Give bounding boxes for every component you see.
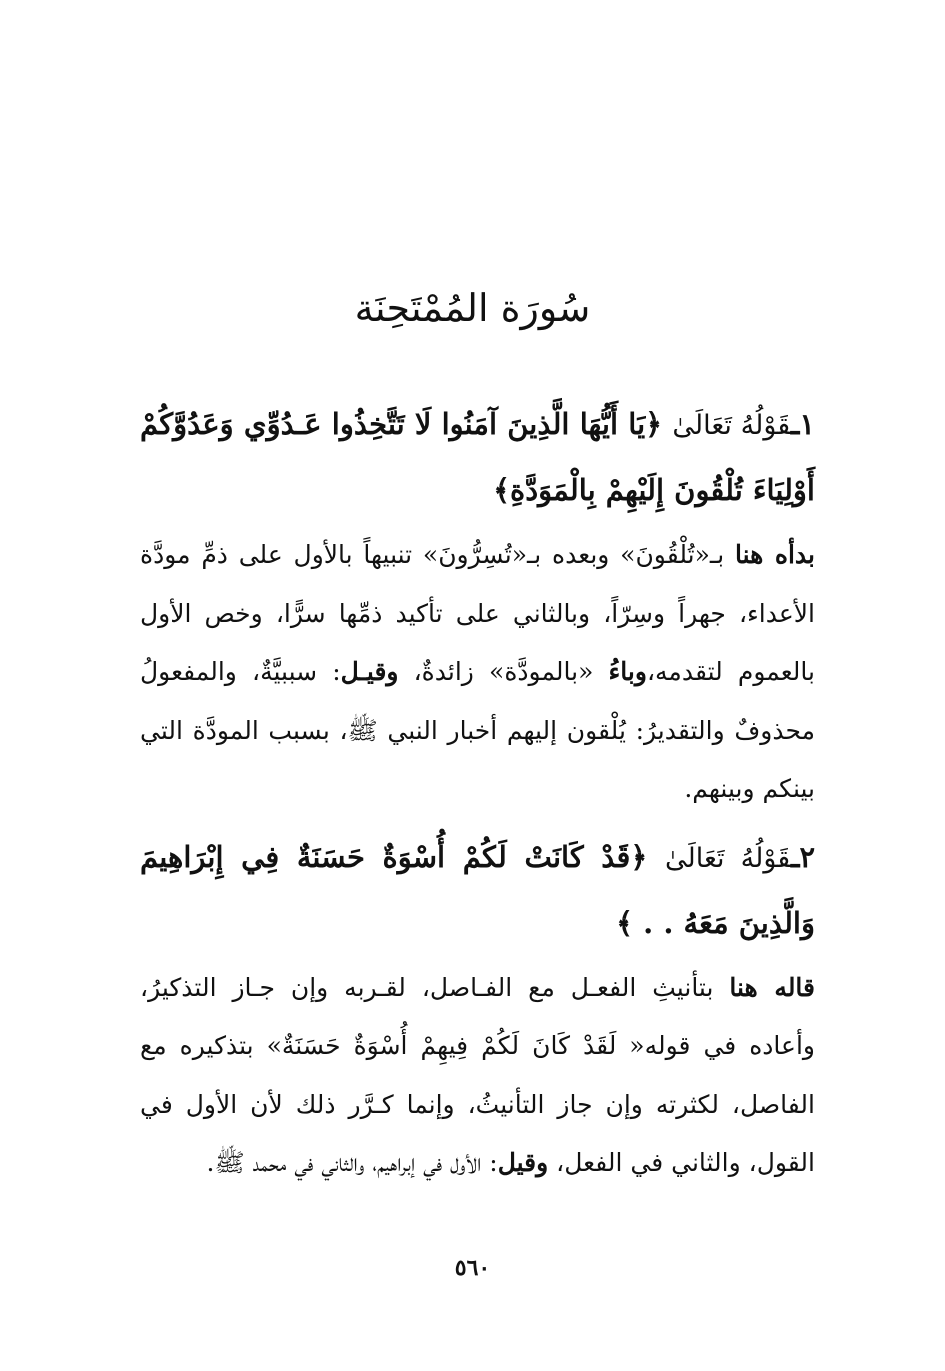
surah-title: سُورَة المُمْتَحِنَة — [354, 286, 591, 330]
commentary-keyword: وقيـل — [340, 657, 399, 686]
verse-1 — [140, 392, 815, 522]
commentary-text: بـ«تُلْقُونَ» وبعده بـ«تُسِرُّونَ» تنبيهاً بالأول على ذمِّ مودَّة الأعداء، جهراً وسِرّاً، وبالثاني على تأكيد ذمِّها سرًّا، وخص الأول بالعموم لتقدمه، — [140, 540, 815, 686]
verse-intro: قَوْلُهُ تَعَالَىٰ — [665, 842, 791, 874]
commentary-text: : الأول في إبراهيم، والثاني في محمد ﷺ. — [206, 1148, 498, 1177]
verse-text: ﴿قَدْ كَانَتْ لَكُمْ أُسْوَةٌ حَسَنَةٌ فِي إِبْرَاهِيمَ وَالَّذِينَ مَعَهُ . . ﴾ — [140, 839, 815, 940]
verse-number: ١ـ — [790, 407, 815, 441]
verse-2 — [140, 825, 815, 955]
commentary-keyword: وقيل — [497, 1148, 549, 1177]
verse-number: ٢ـ — [790, 839, 816, 874]
commentary-lead: قاله هنا — [729, 972, 815, 1002]
page-content — [140, 392, 815, 1199]
page-number: ٥٦٠ — [454, 1255, 491, 1281]
commentary-text: : سببيَّةٌ، والمفعولُ محذوفٌ والتقديرُ: يُلْقون إليهم أخبار النبي ﷺ، بسبب المودَّة التي بينكم وبينهم. — [140, 657, 815, 803]
commentary-text: «بالمودَّة» زائدةٌ، — [398, 657, 609, 686]
verse-text: ﴿يَا أَيُّهَا الَّذِينَ آمَنُوا لَا تَتَّخِذُوا عَـدُوِّي وَعَدُوَّكُمْ أَوْلِيَاءَ تُلْقُونَ إِلَيْهِمْ بِالْمَوَدَّةِ﴾ — [140, 407, 815, 507]
commentary-1 — [140, 526, 815, 819]
commentary-keyword: وباءُ — [608, 657, 647, 686]
commentary-2 — [140, 959, 815, 1193]
commentary-text: بتأنيثِ الفعـل مع الفـاصل، لقـربه وإن جـاز التذكيرُ، وأعاده في قوله« لَقَدْ كَانَ لَكُمْ فِيهِمْ أُسْوَةٌ حَسَنَةٌ» بتذكيره مع الفاصل، لكثرته وإن جاز التأنيثُ، وإنما كـرَّر ذلك لأن الأول في القول، والثاني في الفعل، — [140, 972, 815, 1177]
verse-intro: قَوْلُهُ تَعَالَىٰ — [672, 410, 791, 441]
commentary-lead: بدأه هنا — [734, 540, 815, 569]
